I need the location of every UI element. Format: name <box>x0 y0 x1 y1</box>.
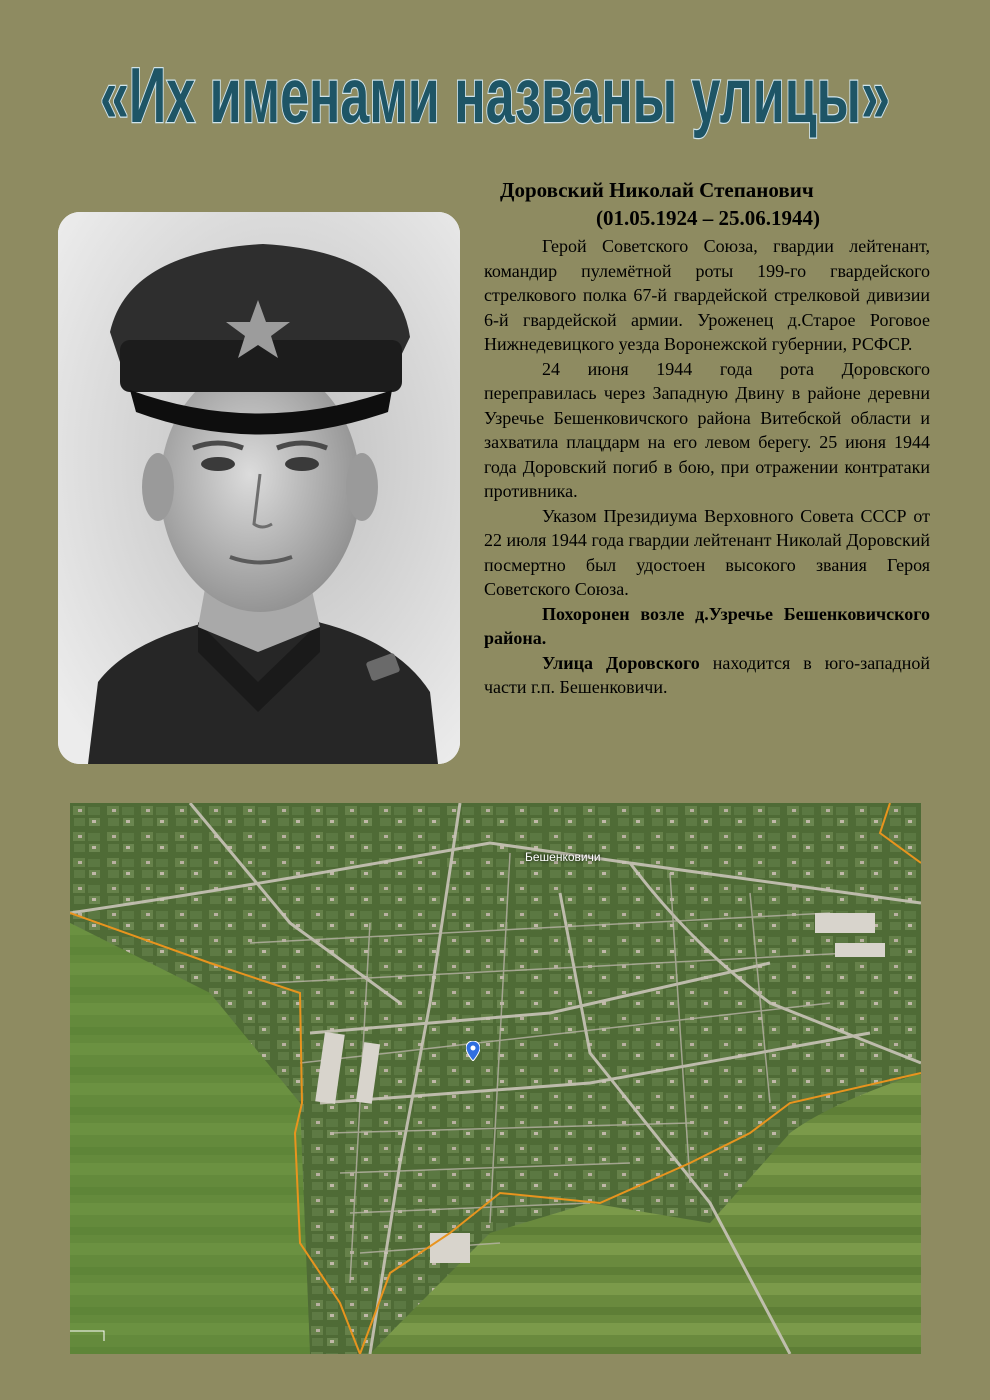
map-town-label: Бешенковичи <box>525 850 601 864</box>
satellite-map[interactable] <box>70 803 921 1354</box>
portrait-image <box>58 212 460 764</box>
street-name: Улица Доровского <box>542 652 700 673</box>
bio-paragraph <box>484 357 930 504</box>
map-image <box>70 803 921 1354</box>
bio-paragraph <box>484 602 930 651</box>
hero-biography <box>484 234 930 700</box>
hero-dates: (01.05.1924 – 25.06.1944) <box>596 206 820 230</box>
bio-paragraph: Указом Президиума Верховного Совета СССР от 22 июля 1944 года гвардии лейтенант Николай Доровский посмертно был удостоен высокого звания Героя Советского Союза. <box>484 505 930 599</box>
burial-note: 24 июня 1944 года рота Доровского переправилась через Западную Двину в районе деревни Узречье Бешенковичского района Витебской области и захватила плацдарм на его левом берегу. 25 июня 1944 года Доровский погиб в бою, при отражении контратаки противника. <box>484 358 930 501</box>
page-title <box>0 56 990 146</box>
burial-note: Похоронен возле д.Узречье Бешенковичского района. <box>484 603 930 648</box>
map-pin-icon[interactable] <box>466 1041 480 1061</box>
page-title-text: «Их именами названы улицы» <box>100 56 890 139</box>
hero-name: Доровский Николай Степанович <box>500 178 814 202</box>
hero-heading <box>484 176 930 232</box>
street-location: находится в юго-западной части г.п. Бешенковичи. <box>484 652 930 697</box>
hero-portrait <box>58 212 460 764</box>
bio-paragraph: Герой Советского Союза, гвардии лейтенант, командир пулемётной роты 199-го гвардейского стрелкового полка 67-й гвардейской стрелковой дивизии 6-й гвардейской армии. Уроженец д.Старое Роговое Нижнедевицкого уезда Воронежской губернии, РСФСР. <box>484 236 930 354</box>
bio-paragraph <box>484 651 930 700</box>
